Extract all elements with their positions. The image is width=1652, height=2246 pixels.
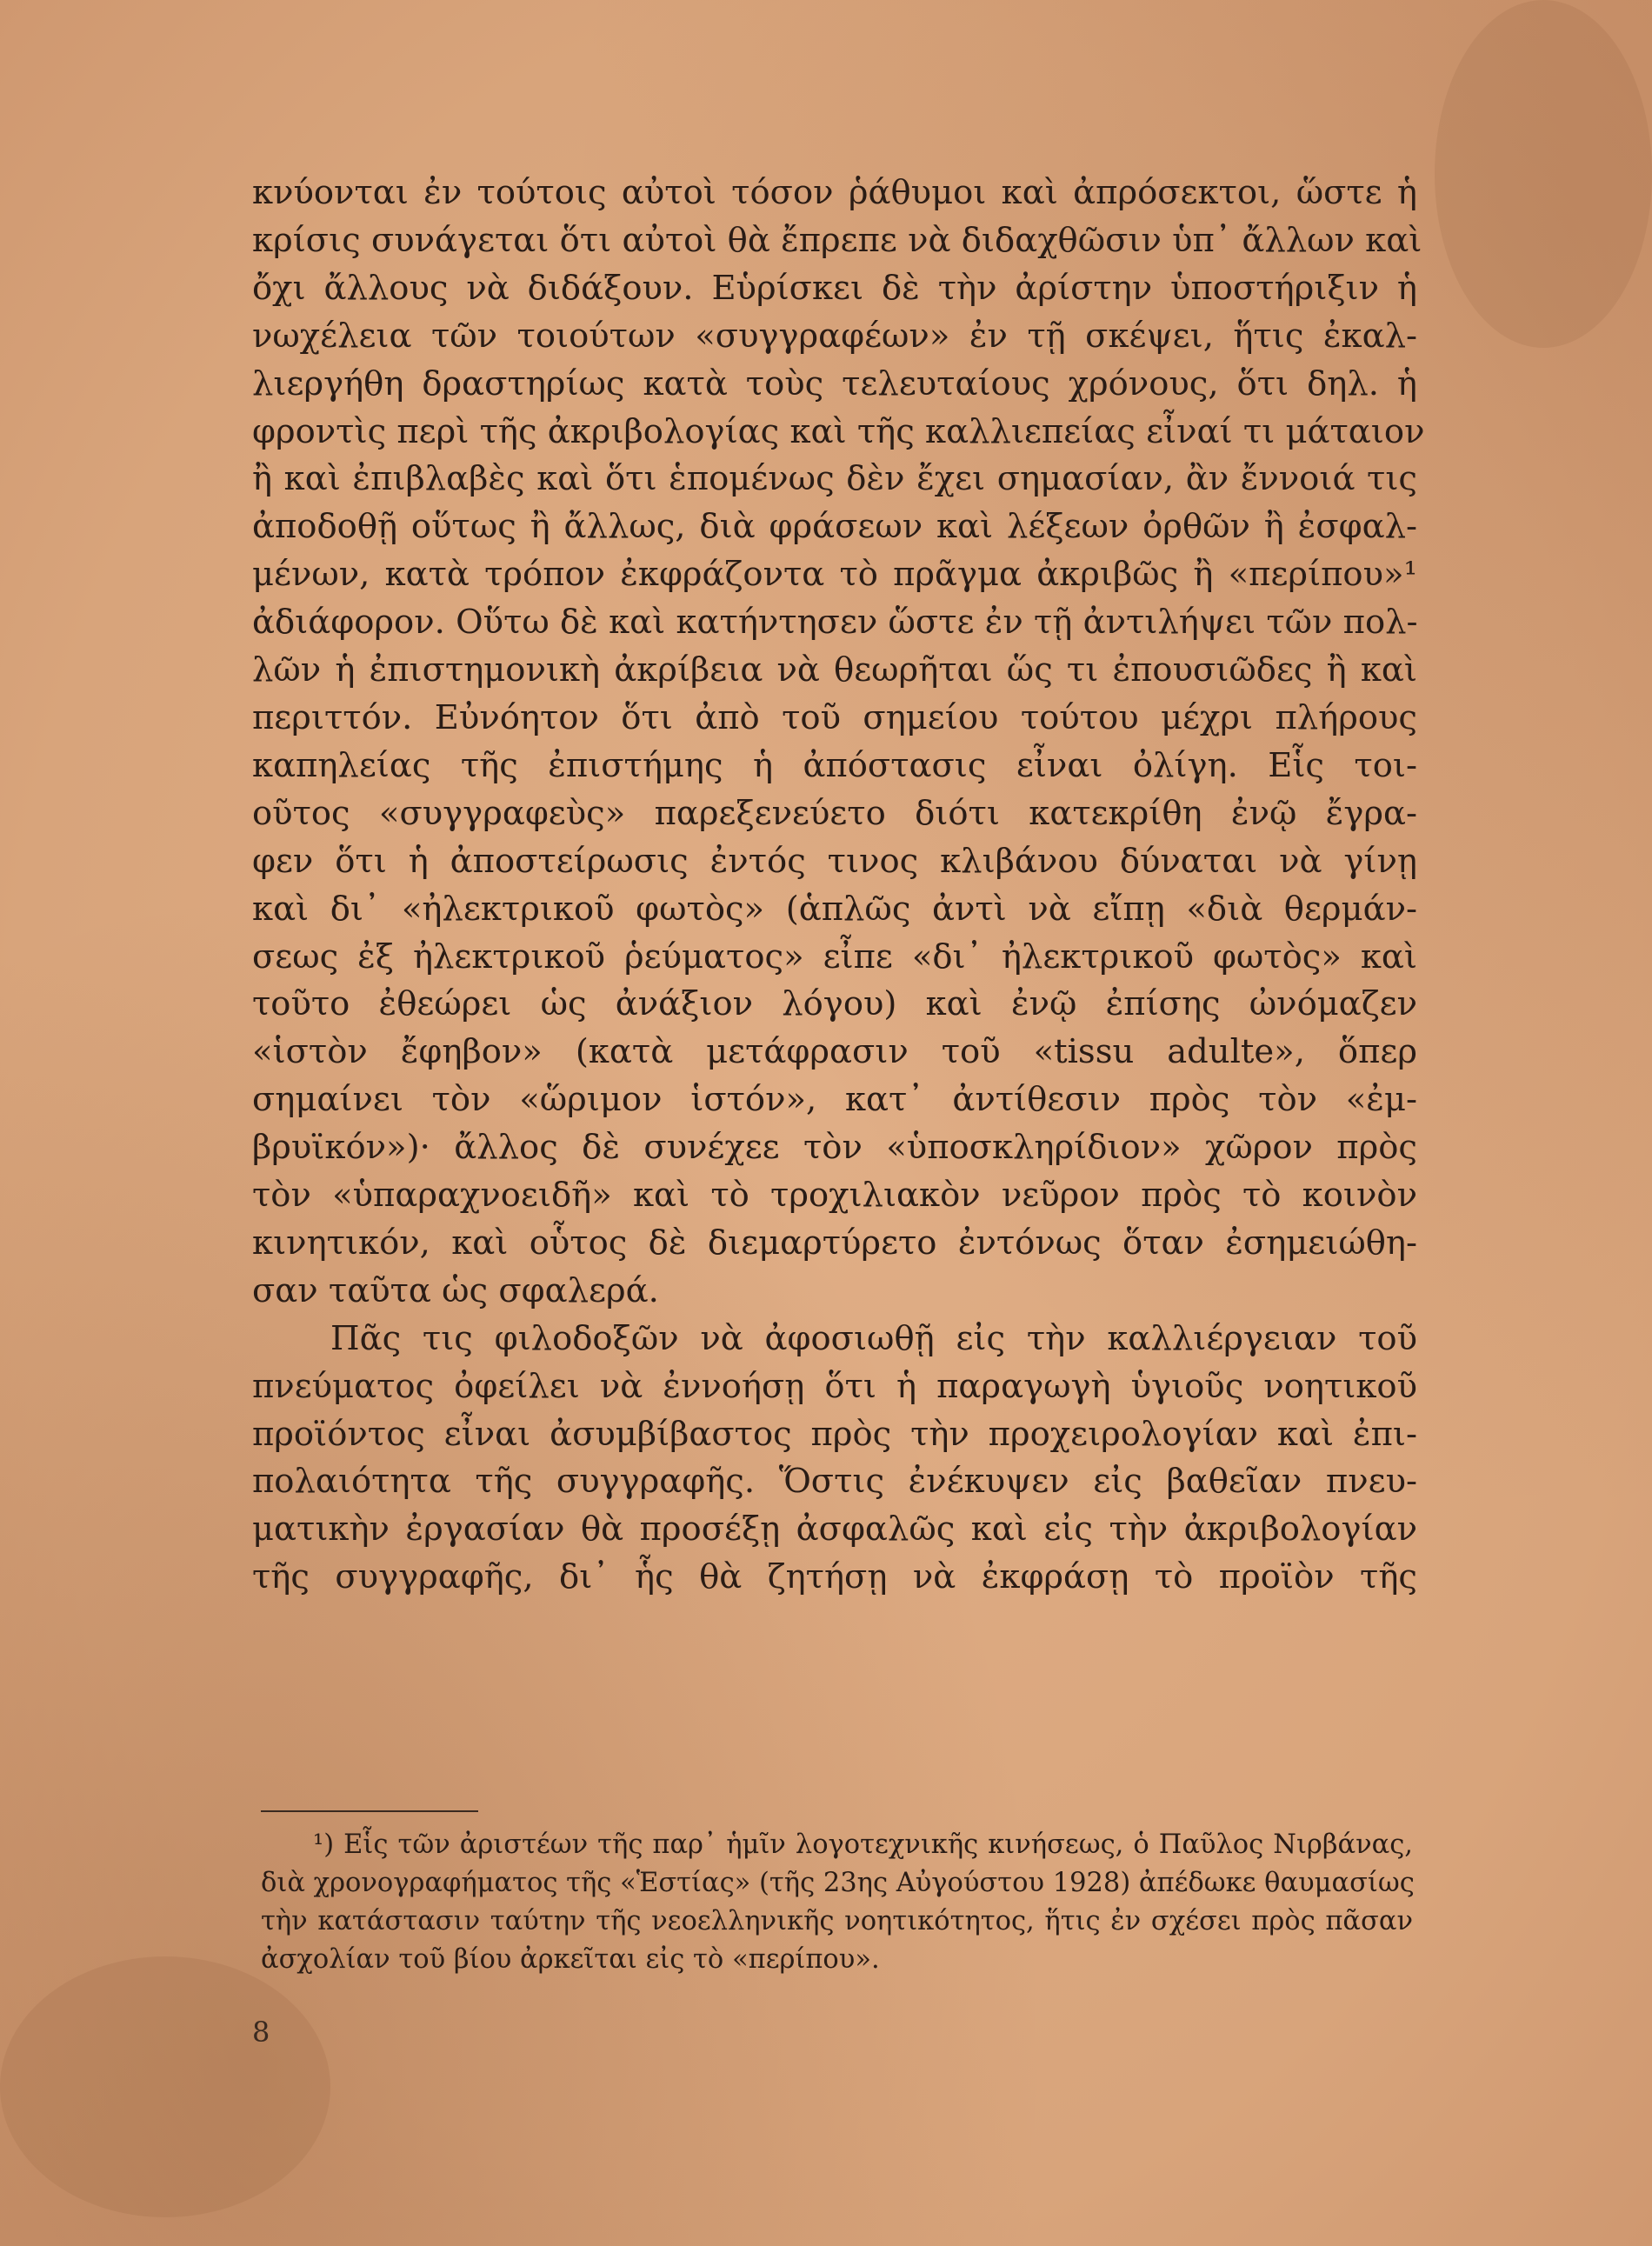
footnote-line: διὰ χρονογραφήματος τῆς «Ἑστίας» (τῆς 23ης Αὐγούστου 1928) ἀπέδωκε θαυμασίως (261, 1868, 1415, 1898)
text-line: λιεργήθη δραστηρίως κατὰ τοὺς τελευταίους χρόνους, ὅτι δηλ. ἡ (252, 363, 1417, 403)
paragraph-line: πνεύματος ὀφείλει νὰ ἐννοήσῃ ὅτι ἡ παραγωγὴ ὑγιοῦς νοητικοῦ (252, 1366, 1417, 1406)
text-line: ἀποδοθῇ οὕτως ἢ ἄλλως, διὰ φράσεων καὶ λέξεων ὀρθῶν ἢ ἐσφαλ- (252, 507, 1417, 547)
page-number: 8 (252, 2016, 270, 2049)
text-line: σημαίνει τὸν «ὥριμον ἱστόν», κατ᾽ ἀντίθεσιν πρὸς τὸν «ἐμ- (252, 1080, 1417, 1120)
text-line: καὶ δι᾽ «ἠλεκτρικοῦ φωτὸς» (ἁπλῶς ἀντὶ νὰ εἴπῃ «διὰ θερμάν- (252, 889, 1417, 929)
footnote-line: ¹) Εἷς τῶν ἀριστέων τῆς παρ᾽ ἡμῖν λογοτεχνικῆς κινήσεως, ὁ Παῦλος Νιρβάνας, (313, 1829, 1413, 1860)
main-text (252, 170, 1425, 1602)
text-line: νωχέλεια τῶν τοιούτων «συγγραφέων» ἐν τῇ σκέψει, ἥτις ἐκαλ- (252, 316, 1417, 356)
paragraph-line: ματικὴν ἐργασίαν θὰ προσέξῃ ἀσφαλῶς καὶ εἰς τὴν ἀκριβολογίαν (252, 1510, 1417, 1550)
text-line: ὄχι ἄλλους νὰ διδάξουν. Εὑρίσκει δὲ τὴν ἀρίστην ὑποστήριξιν ἡ (252, 268, 1417, 308)
text-line: καπηλείας τῆς ἐπιστήμης ἡ ἀπόστασις εἶναι ὀλίγη. Εἷς τοι- (252, 745, 1417, 785)
text-line: ἀδιάφορον. Οὕτω δὲ καὶ κατήντησεν ὥστε ἐν τῇ ἀντιλήψει τῶν πολ- (252, 603, 1418, 643)
text-line: κνύονται ἐν τούτοις αὐτοὶ τόσον ῥάθυμοι καὶ ἀπρόσεκτοι, ὥστε ἡ (252, 173, 1417, 212)
paragraph-line: πολαιότητα τῆς συγγραφῆς. Ὅστις ἐνέκυψεν εἰς βαθεῖαν πνευ- (252, 1462, 1417, 1502)
text-line: λῶν ἡ ἐπιστημονικὴ ἀκρίβεια νὰ θεωρῆται ὥς τι ἐπουσιῶδες ἢ καὶ (252, 650, 1417, 690)
text-line: βρυϊκόν»)· ἄλλος δὲ συνέχεε τὸν «ὑποσκληρίδιον» χῶρον πρὸς (252, 1128, 1417, 1168)
footnote-line: ἀσχολίαν τοῦ βίου ἀρκεῖται εἰς τὸ «περίπου». (261, 1944, 880, 1975)
footnote (261, 1826, 1413, 1979)
paragraph-line: Πᾶς τις φιλοδοξῶν νὰ ἀφοσιωθῇ εἰς τὴν καλλιέργειαν τοῦ (330, 1318, 1417, 1358)
text-line: «ἱστὸν ἔφηβον» (κατὰ μετάφρασιν τοῦ «tissu adulte», ὅπερ (252, 1032, 1417, 1072)
paper-stain (1435, 0, 1652, 348)
text-line: σεως ἐξ ἠλεκτρικοῦ ῥεύματος» εἶπε «δι᾽ ἠλεκτρικοῦ φωτὸς» καὶ (252, 936, 1417, 976)
paragraph-line: προϊόντος εἶναι ἀσυμβίβαστος πρὸς τὴν προχειρολογίαν καὶ ἐπι- (252, 1414, 1417, 1454)
text-line: μένων, κατὰ τρόπον ἐκφράζοντα τὸ πρᾶγμα ἀκριβῶς ἢ «περίπου»¹ (252, 555, 1417, 595)
text-line: τὸν «ὑπαραχνοειδῆ» καὶ τὸ τροχιλιακὸν νεῦρον πρὸς τὸ κοινὸν (252, 1176, 1417, 1216)
paragraph-line: τῆς συγγραφῆς, δι᾽ ἧς θὰ ζητήσῃ νὰ ἐκφράσῃ τὸ προϊὸν τῆς (252, 1557, 1417, 1597)
footnote-divider (261, 1810, 478, 1812)
paper-stain (0, 1956, 330, 2217)
text-line: φεν ὅτι ἡ ἀποστείρωσις ἐντός τινος κλιβάνου δύναται νὰ γίνῃ (252, 841, 1417, 881)
text-line: τοῦτο ἐθεώρει ὡς ἀνάξιον λόγου) καὶ ἐνῷ ἐπίσης ὠνόμαζεν (252, 984, 1417, 1024)
text-line: σαν ταῦτα ὡς σφαλερά. (252, 1270, 659, 1310)
text-line: κρίσις συνάγεται ὅτι αὐτοὶ θὰ ἔπρεπε νὰ διδαχθῶσιν ὑπ᾽ ἄλλων καὶ (252, 220, 1422, 260)
text-line: περιττόν. Εὐνόητον ὅτι ἀπὸ τοῦ σημείου τούτου μέχρι πλήρους (252, 697, 1417, 737)
text-line: ἢ καὶ ἐπιβλαβὲς καὶ ὅτι ἑπομένως δὲν ἔχει σημασίαν, ἂν ἔννοιά τις (252, 459, 1417, 499)
text-line: κινητικόν, καὶ οὗτος δὲ διεμαρτύρετο ἐντόνως ὅταν ἐσημειώθη- (252, 1223, 1417, 1263)
text-line: φροντὶς περὶ τῆς ἀκριβολογίας καὶ τῆς καλλιεπείας εἶναί τι μάταιον (252, 411, 1425, 451)
footnote-line: τὴν κατάστασιν ταύτην τῆς νεοελληνικῆς νοητικότητος, ἥτις ἐν σχέσει πρὸς πᾶσαν (261, 1906, 1413, 1936)
text-line: οῦτος «συγγραφεὺς» παρεξενεύετο διότι κατεκρίθη ἐνῷ ἔγρα- (252, 793, 1417, 833)
